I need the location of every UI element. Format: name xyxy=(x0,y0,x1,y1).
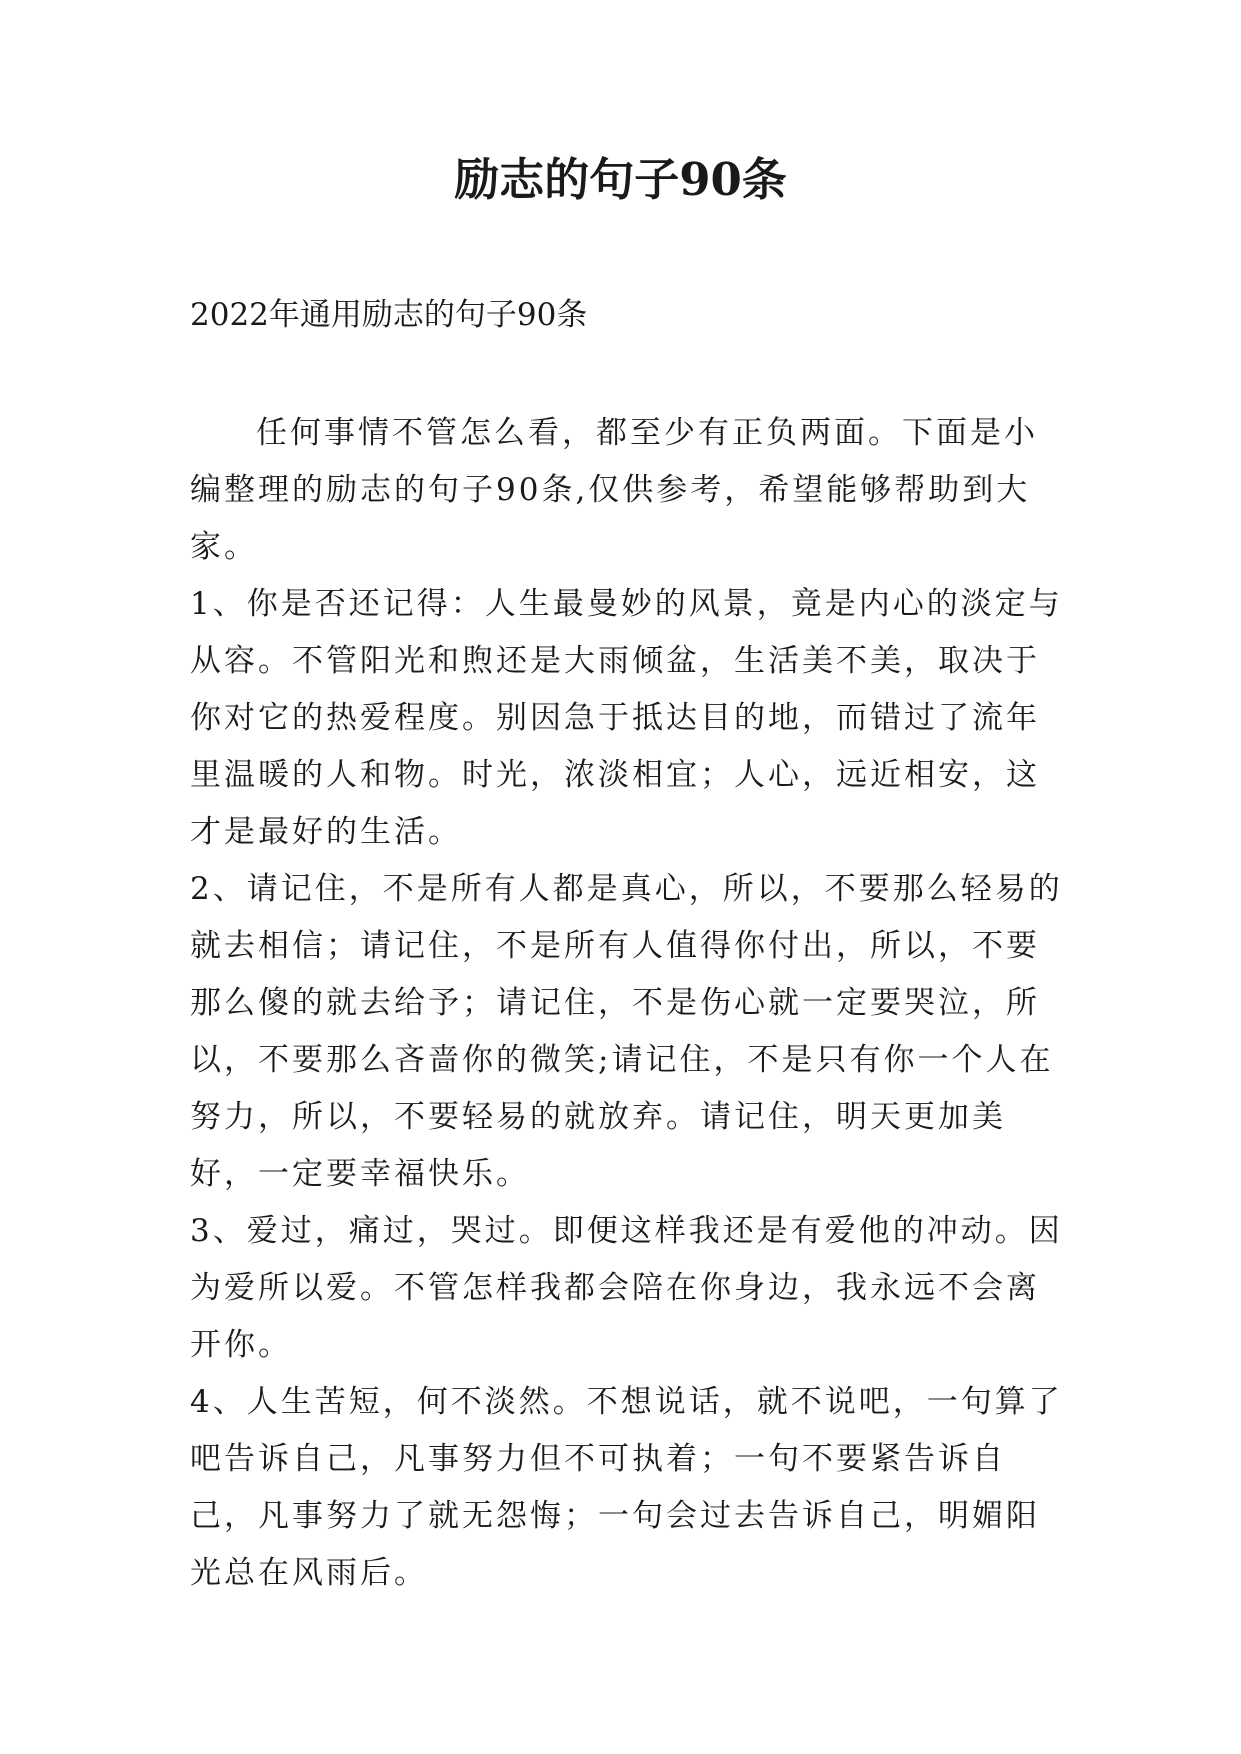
quote-item-4: 4、人生苦短，何不淡然。不想说话，就不说吧，一句算了吧告诉自己，凡事努力但不可执着；一句不要紧告诉自己，凡事努力了就无怨悔；一句会过去告诉自己，明媚阳光总在风雨后。 xyxy=(190,1384,1063,1591)
document-title: 励志的句子90条 xyxy=(454,153,787,206)
quote-item-1: 1、你是否还记得：人生最曼妙的风景，竟是内心的淡定与从容。不管阳光和煦还是大雨倾盆，生活美不美，取决于你对它的热爱程度。别因急于抵达目的地，而错过了流年里温暖的人和物。时光，浓淡相宜；人心，远近相安，这才是最好的生活。 xyxy=(190,586,1063,850)
intro-paragraph: 任何事情不管怎么看，都至少有正负两面。下面是小编整理的励志的句子90条,仅供参考，希望能够帮助到大家。 xyxy=(190,415,1038,565)
quote-item-2: 2、请记住，不是所有人都是真心，所以，不要那么轻易的就去相信；请记住，不是所有人值得你付出，所以，不要那么傻的就去给予；请记住，不是伤心就一定要哭泣，所以，不要那么吝啬你的微笑;请记住，不是只有你一个人在努力，所以，不要轻易的就放弃。请记住，明天更加美好，一定要幸福快乐。 xyxy=(190,871,1063,1192)
quote-item-3: 3、爱过，痛过，哭过。即便这样我还是有爱他的冲动。因为爱所以爱。不管怎样我都会陪在你身边，我永远不会离开你。 xyxy=(190,1213,1063,1363)
document-body xyxy=(190,405,1070,1602)
document-subtitle: 2022年通用励志的句子90条 xyxy=(190,297,588,333)
